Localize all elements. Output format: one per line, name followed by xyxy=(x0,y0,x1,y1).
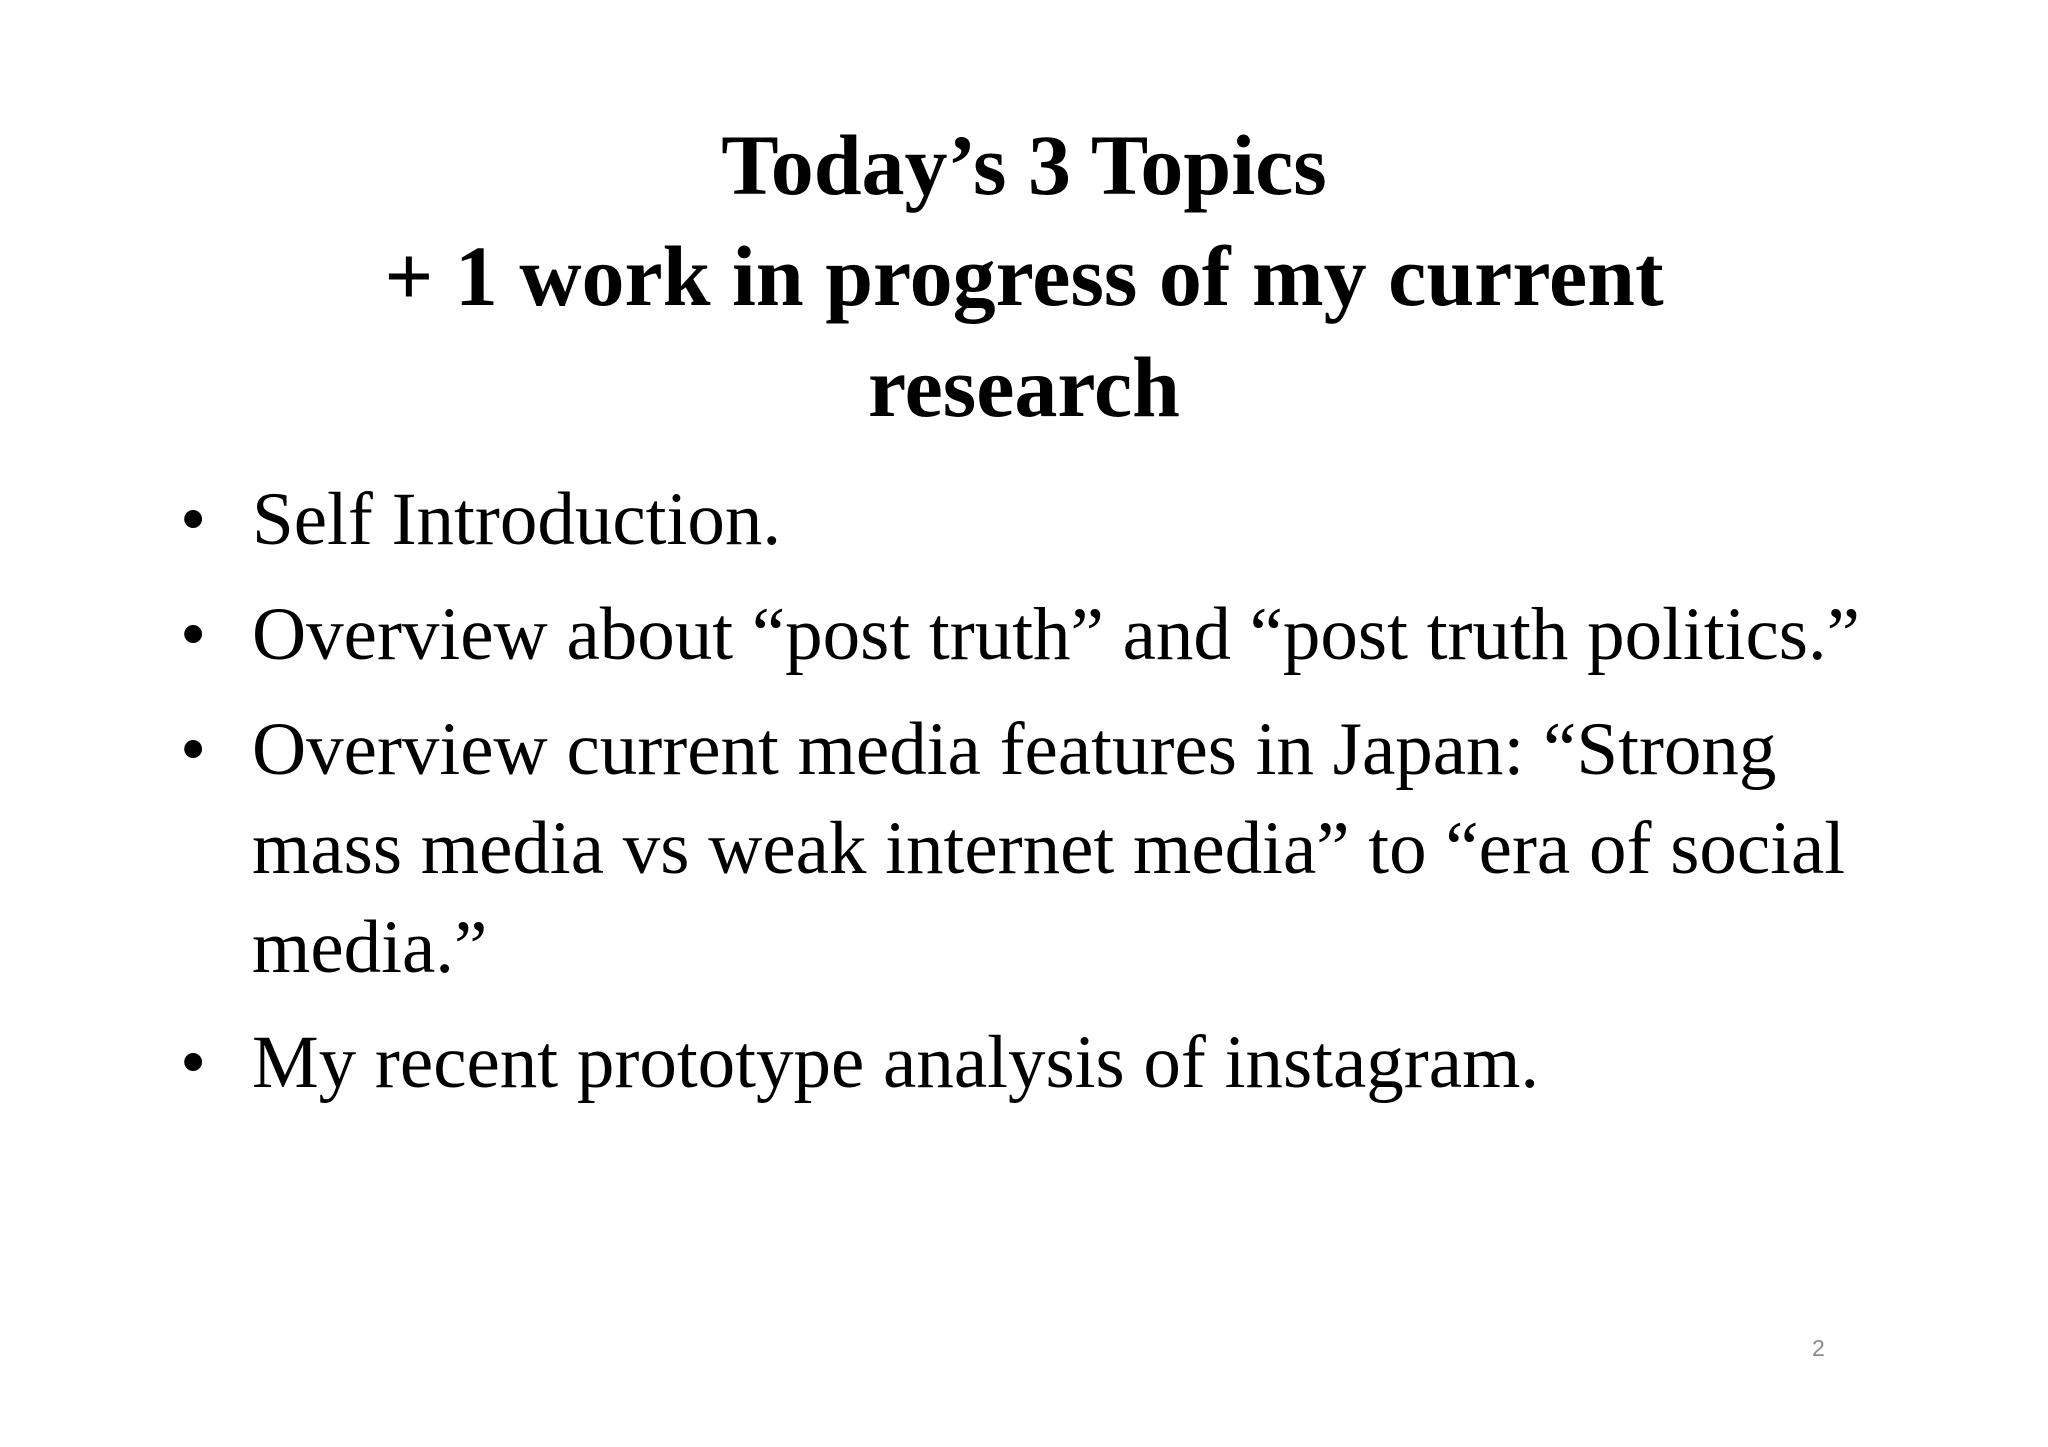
title-line-2: + 1 work in progress of my current xyxy=(384,228,1664,324)
bullet-text: Self Introduction. xyxy=(252,478,782,561)
title-line-1: Today’s 3 Topics xyxy=(721,117,1327,213)
page-number: 2 xyxy=(1812,1335,1825,1361)
bullet-item-self-introduction xyxy=(176,470,1936,569)
bullet-list xyxy=(176,470,1936,1128)
bullet-dot: • xyxy=(180,1021,207,1104)
bullet-item-instagram-analysis xyxy=(176,1013,1936,1112)
bullet-text: My recent prototype analysis of instagram. xyxy=(252,1021,1540,1104)
bullet-dot: • xyxy=(180,593,207,676)
bullet-item-media-features xyxy=(176,700,1936,997)
bullet-dot: • xyxy=(180,478,207,561)
bullet-text: Overview current media features in Japan: “Strong mass media vs weak internet media” to “era of social media.” xyxy=(252,708,1846,989)
bullet-dot: • xyxy=(180,708,207,791)
bullet-text: Overview about “post truth” and “post truth politics.” xyxy=(252,593,1860,676)
title-line-3: research xyxy=(867,339,1181,435)
slide-title xyxy=(0,110,2048,443)
bullet-item-post-truth xyxy=(176,585,1936,684)
